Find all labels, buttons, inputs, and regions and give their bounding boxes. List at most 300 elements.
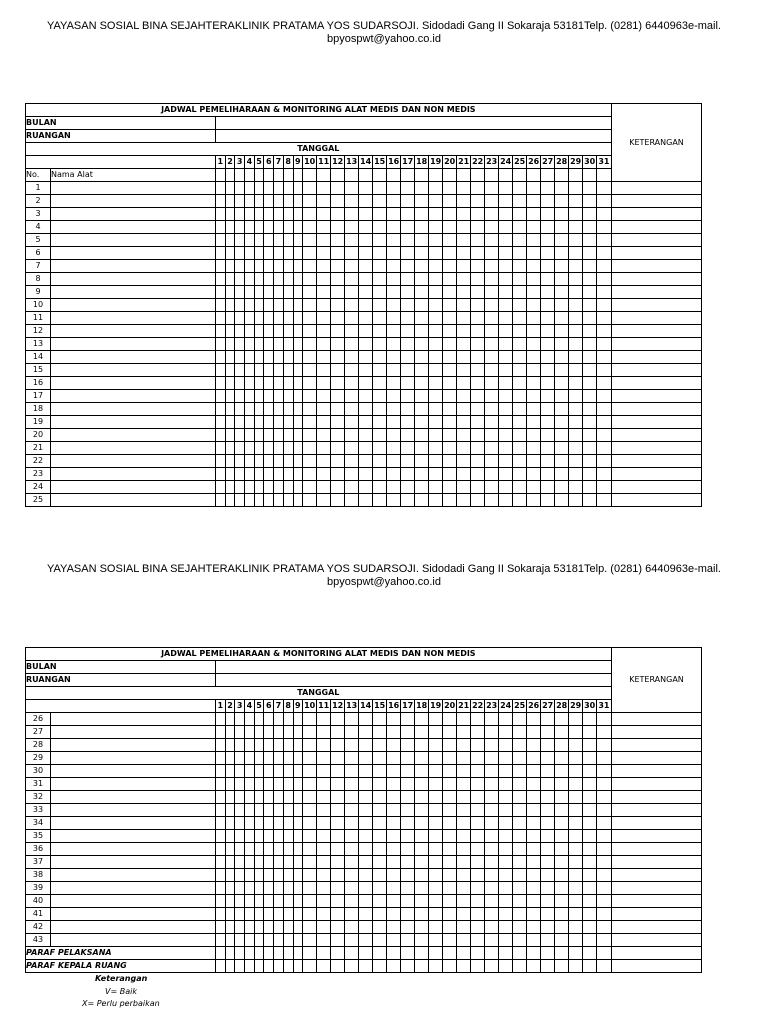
check-cell <box>401 208 415 221</box>
check-cell <box>583 312 597 325</box>
check-cell <box>443 869 457 882</box>
keterangan-cell <box>611 273 702 286</box>
check-cell <box>225 856 235 869</box>
check-cell <box>583 416 597 429</box>
day-header: 2 <box>225 700 235 713</box>
check-cell <box>583 221 597 234</box>
check-cell <box>583 351 597 364</box>
check-cell <box>569 169 583 182</box>
check-cell <box>457 908 471 921</box>
check-cell <box>331 830 345 843</box>
check-cell <box>597 442 611 455</box>
check-cell <box>331 221 345 234</box>
check-cell <box>527 752 541 765</box>
equipment-name-cell <box>51 403 216 416</box>
check-cell <box>499 882 513 895</box>
check-cell <box>555 791 569 804</box>
check-cell <box>541 325 555 338</box>
check-cell <box>387 247 401 260</box>
row-number: 27 <box>26 726 51 739</box>
clinic-header-2 <box>20 563 748 589</box>
check-cell <box>457 221 471 234</box>
signature-cell <box>373 960 387 973</box>
check-cell <box>245 442 255 455</box>
check-cell <box>359 442 373 455</box>
check-cell <box>283 364 293 377</box>
table-row <box>26 312 702 325</box>
check-cell <box>303 416 317 429</box>
check-cell <box>457 273 471 286</box>
check-cell <box>527 817 541 830</box>
check-cell <box>499 726 513 739</box>
check-cell <box>216 817 226 830</box>
check-cell <box>569 765 583 778</box>
check-cell <box>485 364 499 377</box>
check-cell <box>415 182 429 195</box>
check-cell <box>583 364 597 377</box>
check-cell <box>387 765 401 778</box>
day-header: 19 <box>429 156 443 169</box>
check-cell <box>443 312 457 325</box>
check-cell <box>274 739 284 752</box>
check-cell <box>303 260 317 273</box>
check-cell <box>345 273 359 286</box>
check-cell <box>541 338 555 351</box>
check-cell <box>555 273 569 286</box>
check-cell <box>597 299 611 312</box>
check-cell <box>331 416 345 429</box>
day-header: 24 <box>499 156 513 169</box>
keterangan-cell <box>611 752 702 765</box>
check-cell <box>245 260 255 273</box>
check-cell <box>429 195 443 208</box>
day-header: 15 <box>373 700 387 713</box>
check-cell <box>513 908 527 921</box>
check-cell <box>583 429 597 442</box>
check-cell <box>264 494 274 507</box>
check-cell <box>471 804 485 817</box>
check-cell <box>583 791 597 804</box>
row-number: 43 <box>26 934 51 947</box>
check-cell <box>225 843 235 856</box>
bulan-label: BULAN <box>26 117 216 130</box>
check-cell <box>359 778 373 791</box>
check-cell <box>303 895 317 908</box>
check-cell <box>555 778 569 791</box>
check-cell <box>293 468 303 481</box>
check-cell <box>303 778 317 791</box>
day-header: 10 <box>303 700 317 713</box>
check-cell <box>331 856 345 869</box>
check-cell <box>457 921 471 934</box>
check-cell <box>415 908 429 921</box>
day-header: 20 <box>443 700 457 713</box>
check-cell <box>541 195 555 208</box>
check-cell <box>235 416 245 429</box>
check-cell <box>245 752 255 765</box>
check-cell <box>303 752 317 765</box>
check-cell <box>555 895 569 908</box>
check-cell <box>597 726 611 739</box>
check-cell <box>264 713 274 726</box>
check-cell <box>471 429 485 442</box>
equipment-name-cell <box>51 429 216 442</box>
check-cell <box>513 739 527 752</box>
keterangan-cell <box>611 286 702 299</box>
check-cell <box>401 247 415 260</box>
keterangan-header: KETERANGAN <box>611 104 702 182</box>
check-cell <box>317 934 331 947</box>
check-cell <box>274 856 284 869</box>
check-cell <box>216 856 226 869</box>
check-cell <box>485 830 499 843</box>
row-number: 11 <box>26 312 51 325</box>
signature-cell <box>527 960 541 973</box>
check-cell <box>471 234 485 247</box>
check-cell <box>264 403 274 416</box>
check-cell <box>254 247 264 260</box>
signature-cell <box>457 960 471 973</box>
check-cell <box>359 765 373 778</box>
check-cell <box>415 325 429 338</box>
check-cell <box>359 351 373 364</box>
check-cell <box>283 416 293 429</box>
check-cell <box>331 260 345 273</box>
check-cell <box>401 182 415 195</box>
check-cell <box>331 726 345 739</box>
table-row <box>26 247 702 260</box>
check-cell <box>485 208 499 221</box>
check-cell <box>597 273 611 286</box>
check-cell <box>387 830 401 843</box>
check-cell <box>583 468 597 481</box>
check-cell <box>471 364 485 377</box>
check-cell <box>569 273 583 286</box>
check-cell <box>401 791 415 804</box>
check-cell <box>216 843 226 856</box>
check-cell <box>216 895 226 908</box>
day-header: 8 <box>283 700 293 713</box>
check-cell <box>527 804 541 817</box>
check-cell <box>499 494 513 507</box>
table-row <box>26 895 702 908</box>
signature-cell <box>359 947 373 960</box>
check-cell <box>443 260 457 273</box>
check-cell <box>597 234 611 247</box>
check-cell <box>264 416 274 429</box>
keterangan-cell <box>611 830 702 843</box>
check-cell <box>216 195 226 208</box>
keterangan-cell <box>611 882 702 895</box>
check-cell <box>485 338 499 351</box>
check-cell <box>264 752 274 765</box>
check-cell <box>471 921 485 934</box>
check-cell <box>264 299 274 312</box>
check-cell <box>457 765 471 778</box>
check-cell <box>555 934 569 947</box>
check-cell <box>569 247 583 260</box>
check-cell <box>274 778 284 791</box>
check-cell <box>387 195 401 208</box>
check-cell <box>513 817 527 830</box>
check-cell <box>387 351 401 364</box>
signature-cell <box>555 947 569 960</box>
day-header: 31 <box>597 700 611 713</box>
check-cell <box>485 442 499 455</box>
equipment-name-cell <box>51 260 216 273</box>
check-cell <box>429 739 443 752</box>
check-cell <box>235 778 245 791</box>
row-number: 19 <box>26 416 51 429</box>
check-cell <box>216 234 226 247</box>
check-cell <box>429 416 443 429</box>
check-cell <box>513 869 527 882</box>
check-cell <box>485 921 499 934</box>
check-cell <box>387 338 401 351</box>
equipment-name-cell <box>51 895 216 908</box>
check-cell <box>401 765 415 778</box>
check-cell <box>541 908 555 921</box>
keterangan-cell <box>611 843 702 856</box>
check-cell <box>541 726 555 739</box>
day-header: 20 <box>443 156 457 169</box>
check-cell <box>225 713 235 726</box>
signature-cell <box>485 960 499 973</box>
check-cell <box>216 739 226 752</box>
ruangan-label: RUANGAN <box>26 130 216 143</box>
equipment-name-cell <box>51 364 216 377</box>
check-cell <box>569 442 583 455</box>
check-cell <box>597 169 611 182</box>
signature-cell <box>331 960 345 973</box>
check-cell <box>254 325 264 338</box>
check-cell <box>331 299 345 312</box>
check-cell <box>274 208 284 221</box>
check-cell <box>345 364 359 377</box>
check-cell <box>527 908 541 921</box>
day-header: 29 <box>569 700 583 713</box>
check-cell <box>555 739 569 752</box>
check-cell <box>485 247 499 260</box>
check-cell <box>235 325 245 338</box>
check-cell <box>216 921 226 934</box>
check-cell <box>293 429 303 442</box>
day-header: 28 <box>555 700 569 713</box>
check-cell <box>225 752 235 765</box>
check-cell <box>216 377 226 390</box>
table-row <box>26 364 702 377</box>
check-cell <box>499 895 513 908</box>
check-cell <box>443 416 457 429</box>
check-cell <box>345 882 359 895</box>
check-cell <box>387 882 401 895</box>
check-cell <box>499 713 513 726</box>
check-cell <box>225 791 235 804</box>
check-cell <box>373 338 387 351</box>
check-cell <box>254 403 264 416</box>
table-row <box>26 442 702 455</box>
table-row <box>26 182 702 195</box>
check-cell <box>283 908 293 921</box>
table-row <box>26 830 702 843</box>
check-cell <box>513 260 527 273</box>
equipment-name-cell <box>51 856 216 869</box>
check-cell <box>245 247 255 260</box>
check-cell <box>235 208 245 221</box>
day-header-blank <box>26 156 216 169</box>
check-cell <box>401 338 415 351</box>
check-cell <box>359 260 373 273</box>
check-cell <box>331 778 345 791</box>
check-cell <box>555 481 569 494</box>
check-cell <box>303 429 317 442</box>
check-cell <box>429 713 443 726</box>
check-cell <box>387 234 401 247</box>
check-cell <box>513 195 527 208</box>
check-cell <box>359 299 373 312</box>
check-cell <box>513 208 527 221</box>
check-cell <box>293 338 303 351</box>
check-cell <box>303 934 317 947</box>
check-cell <box>429 364 443 377</box>
check-cell <box>293 364 303 377</box>
check-cell <box>583 921 597 934</box>
check-cell <box>541 169 555 182</box>
check-cell <box>471 713 485 726</box>
signature-cell <box>555 960 569 973</box>
check-cell <box>541 791 555 804</box>
check-cell <box>317 804 331 817</box>
check-cell <box>317 713 331 726</box>
check-cell <box>485 169 499 182</box>
check-cell <box>471 908 485 921</box>
check-cell <box>457 713 471 726</box>
check-cell <box>471 455 485 468</box>
check-cell <box>569 934 583 947</box>
check-cell <box>331 908 345 921</box>
check-cell <box>415 234 429 247</box>
check-cell <box>225 377 235 390</box>
check-cell <box>415 739 429 752</box>
check-cell <box>274 260 284 273</box>
check-cell <box>245 234 255 247</box>
check-cell <box>359 468 373 481</box>
check-cell <box>485 455 499 468</box>
check-cell <box>225 804 235 817</box>
check-cell <box>245 377 255 390</box>
check-cell <box>443 286 457 299</box>
check-cell <box>293 752 303 765</box>
check-cell <box>283 221 293 234</box>
signature-cell <box>499 960 513 973</box>
check-cell <box>254 234 264 247</box>
check-cell <box>303 364 317 377</box>
check-cell <box>317 208 331 221</box>
check-cell <box>331 403 345 416</box>
check-cell <box>569 804 583 817</box>
check-cell <box>429 442 443 455</box>
check-cell <box>359 221 373 234</box>
check-cell <box>541 882 555 895</box>
table-row <box>26 778 702 791</box>
signature-cell <box>387 947 401 960</box>
check-cell <box>429 351 443 364</box>
check-cell <box>245 739 255 752</box>
check-cell <box>457 934 471 947</box>
check-cell <box>429 338 443 351</box>
check-cell <box>373 286 387 299</box>
check-cell <box>471 481 485 494</box>
check-cell <box>283 481 293 494</box>
check-cell <box>245 403 255 416</box>
check-cell <box>359 739 373 752</box>
check-cell <box>274 882 284 895</box>
check-cell <box>415 869 429 882</box>
check-cell <box>303 869 317 882</box>
check-cell <box>387 804 401 817</box>
check-cell <box>401 726 415 739</box>
check-cell <box>235 843 245 856</box>
check-cell <box>293 921 303 934</box>
check-cell <box>264 455 274 468</box>
check-cell <box>401 390 415 403</box>
equipment-name-cell <box>51 908 216 921</box>
check-cell <box>293 208 303 221</box>
check-cell <box>216 364 226 377</box>
check-cell <box>283 804 293 817</box>
check-cell <box>216 312 226 325</box>
check-cell <box>216 908 226 921</box>
check-cell <box>254 726 264 739</box>
day-header: 3 <box>235 700 245 713</box>
check-cell <box>513 325 527 338</box>
check-cell <box>583 325 597 338</box>
check-cell <box>415 481 429 494</box>
equipment-name-cell <box>51 752 216 765</box>
equipment-name-cell <box>51 804 216 817</box>
equipment-name-cell <box>51 182 216 195</box>
check-cell <box>415 843 429 856</box>
check-cell <box>541 869 555 882</box>
check-cell <box>527 869 541 882</box>
table-row <box>26 390 702 403</box>
check-cell <box>235 273 245 286</box>
check-cell <box>254 791 264 804</box>
check-cell <box>235 247 245 260</box>
check-cell <box>485 726 499 739</box>
check-cell <box>583 169 597 182</box>
check-cell <box>303 325 317 338</box>
check-cell <box>345 843 359 856</box>
check-cell <box>274 726 284 739</box>
check-cell <box>303 468 317 481</box>
check-cell <box>541 351 555 364</box>
day-header: 19 <box>429 700 443 713</box>
check-cell <box>485 325 499 338</box>
check-cell <box>264 908 274 921</box>
row-number: 33 <box>26 804 51 817</box>
check-cell <box>345 791 359 804</box>
check-cell <box>293 416 303 429</box>
check-cell <box>274 377 284 390</box>
check-cell <box>387 856 401 869</box>
check-cell <box>569 791 583 804</box>
legend-perbaikan: X= Perlu perbaikan <box>82 999 160 1008</box>
check-cell <box>293 377 303 390</box>
check-cell <box>457 247 471 260</box>
check-cell <box>415 494 429 507</box>
keterangan-cell <box>611 778 702 791</box>
